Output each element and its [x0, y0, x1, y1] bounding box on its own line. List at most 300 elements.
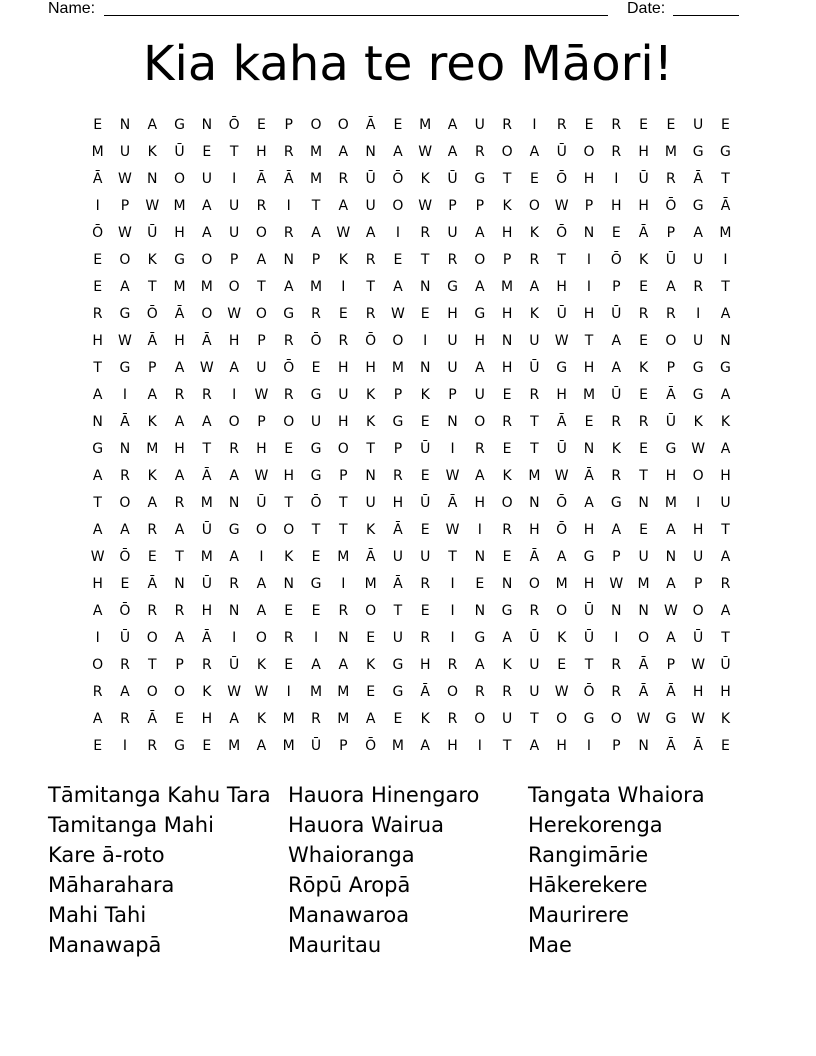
grid-letter: G [119, 360, 131, 376]
word-list-item: Kare ā-roto [48, 843, 165, 867]
grid-letter: Ō [365, 333, 377, 349]
grid-letter: K [502, 198, 512, 214]
grid-letter: E [502, 549, 512, 565]
grid-letter: Ū [147, 225, 158, 241]
worksheet-header [48, 0, 748, 20]
word-list-item: Mauritau [288, 933, 382, 957]
grid-letter: R [338, 333, 349, 349]
grid-letter: K [366, 414, 376, 430]
grid-letter: U [693, 252, 704, 268]
grid-letter: O [474, 252, 486, 268]
grid-letter: N [583, 225, 595, 241]
grid-letter: E [420, 468, 430, 484]
grid-letter: O [255, 630, 267, 646]
grid-letter: I [232, 630, 237, 646]
grid-letter: R [283, 333, 294, 349]
grid-letter: I [232, 171, 237, 187]
word-list-item: Rōpū Aropā [288, 873, 411, 897]
grid-letter: Ā [666, 738, 676, 754]
grid-letter: Ū [201, 522, 212, 538]
grid-letter: T [721, 522, 730, 538]
grid-letter: H [556, 738, 567, 754]
grid-letter: A [529, 144, 540, 160]
grid-letter: K [638, 360, 649, 376]
grid-letter: P [311, 252, 321, 268]
grid-letter: N [501, 576, 513, 592]
grid-letter: Ō [365, 738, 377, 754]
grid-letter: P [693, 576, 703, 592]
grid-letter: E [175, 711, 184, 727]
grid-letter: U [447, 360, 458, 376]
grid-letter: G [310, 576, 322, 592]
grid-letter: Ū [420, 441, 431, 457]
grid-letter: A [174, 414, 185, 430]
grid-letter: U [501, 711, 513, 727]
grid-letter: E [584, 414, 594, 430]
grid-letter: R [311, 306, 321, 322]
grid-letter: A [120, 684, 130, 700]
grid-letter: E [93, 279, 103, 295]
grid-letter: K [284, 549, 294, 565]
grid-letter: Ū [529, 360, 540, 376]
grid-letter: A [475, 360, 485, 376]
grid-letter: O [255, 225, 267, 241]
grid-letter: H [201, 603, 213, 619]
grid-letter: W [90, 549, 105, 565]
grid-letter: P [339, 468, 348, 484]
grid-letter: H [474, 333, 486, 349]
grid-letter: R [420, 576, 431, 592]
grid-letter: M [337, 549, 350, 565]
grid-letter: Ū [447, 171, 458, 187]
grid-row [84, 490, 739, 517]
grid-letter: G [392, 414, 404, 430]
grid-letter: U [338, 387, 349, 403]
grid-letter: Ā [638, 657, 649, 673]
grid-letter: H [256, 144, 267, 160]
word-list-item: Hauora Wairua [288, 813, 444, 837]
grid-letter: G [283, 306, 295, 322]
grid-letter: W [118, 225, 132, 241]
grid-letter: R [611, 414, 622, 430]
grid-letter: E [93, 117, 103, 133]
grid-letter: Ū [201, 576, 212, 592]
grid-letter: M [309, 171, 323, 187]
grid-letter: E [475, 576, 485, 592]
grid-letter: W [418, 144, 433, 160]
grid-letter: A [92, 468, 103, 484]
grid-letter: A [447, 117, 458, 133]
grid-letter: I [95, 198, 100, 214]
grid-letter: W [691, 441, 706, 457]
grid-letter: A [92, 603, 103, 619]
grid-letter: A [666, 576, 676, 592]
grid-letter: E [311, 549, 321, 565]
word-list-item: Hauora Hinengaro [288, 783, 480, 807]
grid-letter: T [502, 738, 512, 754]
grid-letter: U [392, 549, 404, 565]
grid-letter: W [663, 603, 678, 619]
grid-letter: M [146, 441, 159, 457]
grid-letter: A [720, 387, 731, 403]
word-list [48, 780, 788, 960]
grid-letter: E [393, 252, 403, 268]
grid-letter: G [665, 441, 677, 457]
grid-letter: K [366, 387, 376, 403]
grid-letter: R [147, 522, 158, 538]
grid-letter: G [310, 468, 322, 484]
grid-letter: H [583, 576, 595, 592]
grid-letter: A [229, 549, 239, 565]
grid-letter: K [720, 414, 731, 430]
grid-letter: M [309, 684, 323, 700]
name-label: Name: [48, 0, 96, 17]
grid-letter: E [93, 738, 103, 754]
grid-letter: E [311, 360, 321, 376]
grid-letter: Ā [92, 171, 103, 187]
grid-letter: Ā [693, 171, 703, 187]
grid-letter: E [311, 603, 321, 619]
grid-letter: R [201, 657, 212, 673]
grid-row [84, 274, 739, 301]
grid-letter: H [174, 441, 185, 457]
grid-letter: N [174, 576, 185, 592]
grid-letter: I [450, 441, 455, 457]
grid-letter: H [92, 576, 103, 592]
grid-letter: T [147, 657, 157, 673]
grid-letter: A [420, 738, 430, 754]
grid-letter: E [393, 117, 403, 133]
word-list-column [288, 780, 528, 960]
grid-letter: P [666, 657, 676, 673]
grid-letter: R [338, 171, 349, 187]
grid-letter: A [365, 711, 376, 727]
grid-letter: M [391, 360, 404, 376]
grid-letter: Ā [420, 684, 430, 700]
grid-letter: Ā [174, 306, 185, 322]
grid-letter: O [283, 522, 295, 538]
grid-letter: H [174, 333, 185, 349]
grid-letter: T [202, 441, 212, 457]
grid-letter: I [586, 738, 592, 754]
grid-letter: Ū [583, 603, 595, 619]
grid-letter: K [502, 468, 512, 484]
grid-letter: H [501, 306, 513, 322]
grid-letter: A [174, 468, 185, 484]
grid-letter: I [450, 576, 455, 592]
grid-letter: M [282, 711, 295, 727]
grid-letter: Ā [638, 225, 649, 241]
grid-letter: M [364, 576, 377, 592]
grid-letter: U [201, 171, 212, 187]
grid-letter: O [337, 117, 349, 133]
grid-letter: K [502, 657, 512, 673]
grid-letter: Ō [310, 495, 322, 511]
grid-letter: E [639, 279, 649, 295]
grid-letter: O [638, 630, 650, 646]
word-list-item: Tamitanga Mahi [48, 813, 214, 837]
grid-letter: I [614, 171, 619, 187]
grid-letter: A [92, 711, 103, 727]
word-list-item: Māharahara [48, 873, 175, 897]
grid-letter: R [174, 603, 185, 619]
grid-letter: U [529, 684, 540, 700]
grid-letter: T [557, 252, 566, 268]
grid-letter: M [282, 738, 295, 754]
grid-letter: E [338, 306, 348, 322]
grid-letter: E [202, 738, 212, 754]
grid-letter: O [501, 144, 513, 160]
grid-letter: Ū [420, 495, 431, 511]
grid-letter: O [228, 279, 240, 295]
grid-letter: E [557, 657, 567, 673]
grid-letter: Ō [556, 225, 568, 241]
grid-letter: I [232, 387, 237, 403]
grid-letter: R [529, 603, 540, 619]
grid-letter: A [393, 279, 403, 295]
grid-letter: U [229, 198, 240, 214]
grid-letter: H [447, 738, 458, 754]
grid-letter: R [502, 117, 512, 133]
grid-letter: A [666, 522, 676, 538]
grid-letter: U [420, 549, 431, 565]
grid-letter: O [556, 603, 568, 619]
grid-letter: W [445, 468, 460, 484]
grid-letter: P [284, 117, 293, 133]
grid-letter: H [692, 684, 704, 700]
grid-letter: Ā [529, 549, 540, 565]
grid-letter: T [721, 171, 730, 187]
grid-letter: I [122, 387, 128, 403]
grid-letter: E [502, 441, 512, 457]
word-list-column [528, 780, 768, 960]
grid-letter: O [365, 603, 377, 619]
grid-letter: A [475, 279, 485, 295]
page-title: Kia kaha te reo Māori! [143, 36, 673, 92]
grid-letter: G [720, 144, 731, 160]
grid-letter: H [338, 360, 349, 376]
grid-letter: G [174, 738, 185, 754]
grid-row [84, 409, 739, 436]
grid-letter: Ā [556, 414, 567, 430]
grid-letter: I [696, 306, 701, 322]
grid-letter: A [147, 495, 158, 511]
grid-letter: N [501, 333, 513, 349]
grid-letter: Ū [720, 657, 731, 673]
grid-letter: R [365, 252, 376, 268]
grid-letter: K [529, 225, 539, 241]
grid-letter: Ā [283, 171, 294, 187]
grid-letter: R [174, 387, 185, 403]
grid-letter: U [474, 387, 485, 403]
grid-letter: Ō [310, 333, 322, 349]
grid-letter: E [366, 684, 376, 700]
grid-letter: P [502, 252, 512, 268]
grid-letter: I [586, 252, 592, 268]
grid-letter: A [529, 279, 540, 295]
grid-letter: T [175, 549, 184, 565]
grid-letter: T [339, 522, 348, 538]
word-search-grid [84, 112, 739, 760]
grid-letter: W [554, 684, 569, 700]
grid-letter: U [638, 549, 649, 565]
grid-letter: G [92, 441, 104, 457]
grid-letter: P [393, 441, 403, 457]
grid-letter: W [254, 468, 269, 484]
grid-letter: H [556, 279, 567, 295]
grid-letter: R [611, 468, 622, 484]
grid-letter: Ū [229, 657, 240, 673]
grid-letter: Ā [393, 576, 403, 592]
grid-letter: W [336, 225, 351, 241]
grid-row [84, 544, 739, 571]
grid-letter: I [341, 576, 346, 592]
grid-letter: A [92, 387, 103, 403]
word-list-item: Herekorenga [528, 813, 663, 837]
grid-letter: Ā [202, 630, 212, 646]
grid-letter: Ā [120, 414, 130, 430]
grid-letter: M [309, 144, 323, 160]
grid-letter: M [337, 684, 350, 700]
grid-letter: Ā [365, 549, 376, 565]
grid-letter: O [119, 495, 131, 511]
grid-letter: O [255, 306, 267, 322]
grid-letter: Ā [256, 171, 267, 187]
grid-letter: M [664, 495, 677, 511]
grid-letter: G [692, 198, 704, 214]
grid-letter: R [447, 711, 458, 727]
grid-letter: R [693, 279, 704, 295]
grid-letter: M [528, 468, 541, 484]
grid-letter: W [254, 684, 269, 700]
grid-row [84, 166, 739, 193]
grid-letter: A [584, 495, 594, 511]
grid-letter: M [309, 279, 323, 295]
grid-letter: K [256, 711, 267, 727]
grid-letter: T [530, 414, 539, 430]
grid-letter: P [339, 738, 348, 754]
grid-letter: Ā [720, 198, 731, 214]
grid-letter: R [283, 144, 294, 160]
grid-letter: G [392, 684, 404, 700]
word-list-item: Manawapā [48, 933, 162, 957]
grid-letter: Ū [556, 441, 567, 457]
grid-letter: T [311, 198, 321, 214]
grid-letter: K [147, 252, 157, 268]
grid-letter: N [474, 603, 486, 619]
word-list-item: Manawaroa [288, 903, 410, 927]
grid-letter: R [474, 441, 485, 457]
grid-letter: R [638, 306, 649, 322]
grid-letter: U [693, 333, 704, 349]
grid-letter: T [530, 441, 539, 457]
grid-letter: A [338, 144, 349, 160]
grid-letter: E [257, 117, 266, 133]
grid-row [84, 517, 739, 544]
grid-letter: O [283, 414, 295, 430]
grid-letter: Ā [365, 117, 376, 133]
grid-letter: W [227, 306, 242, 322]
grid-letter: Ō [556, 522, 568, 538]
grid-letter: G [474, 171, 486, 187]
grid-letter: M [228, 738, 241, 754]
grid-letter: K [202, 684, 212, 700]
grid-letter: Ā [447, 495, 458, 511]
grid-letter: N [419, 279, 431, 295]
grid-letter: R [174, 495, 185, 511]
grid-letter: P [393, 387, 403, 403]
grid-letter: N [119, 441, 131, 457]
grid-letter: K [147, 144, 157, 160]
grid-letter: Ū [665, 414, 676, 430]
grid-letter: N [611, 603, 622, 619]
grid-letter: H [447, 306, 458, 322]
grid-letter: R [365, 306, 376, 322]
grid-letter: A [338, 657, 349, 673]
grid-letter: U [529, 657, 540, 673]
grid-letter: H [201, 711, 213, 727]
grid-letter: N [201, 117, 213, 133]
grid-letter: Ō [119, 603, 131, 619]
grid-row [84, 193, 739, 220]
grid-letter: R [120, 711, 130, 727]
word-list-column [48, 780, 288, 960]
grid-letter: G [174, 117, 185, 133]
grid-letter: E [420, 603, 430, 619]
grid-letter: G [692, 360, 704, 376]
grid-row [84, 247, 739, 274]
grid-letter: E [420, 522, 430, 538]
grid-letter: A [475, 657, 485, 673]
grid-letter: R [147, 603, 158, 619]
grid-letter: E [502, 387, 512, 403]
grid-letter: N [365, 144, 376, 160]
grid-letter: N [147, 171, 158, 187]
grid-letter: G [610, 495, 622, 511]
grid-letter: R [283, 225, 294, 241]
grid-letter: O [337, 441, 349, 457]
grid-letter: Ā [638, 684, 649, 700]
date-label: Date: [627, 0, 666, 17]
grid-letter: M [555, 576, 568, 592]
grid-letter: K [420, 171, 430, 187]
grid-letter: T [448, 549, 457, 565]
grid-letter: P [475, 198, 485, 214]
grid-letter: Ā [693, 738, 703, 754]
grid-letter: A [229, 360, 239, 376]
grid-letter: A [283, 279, 294, 295]
grid-letter: Ū [174, 144, 185, 160]
grid-letter: P [148, 360, 157, 376]
grid-letter: E [393, 711, 403, 727]
grid-letter: T [502, 171, 512, 187]
grid-letter: A [147, 387, 158, 403]
grid-letter: O [392, 333, 404, 349]
grid-letter: A [229, 711, 239, 727]
grid-letter: H [256, 441, 267, 457]
grid-letter: N [665, 549, 677, 565]
grid-letter: A [174, 522, 185, 538]
grid-letter: E [721, 117, 730, 133]
grid-row [84, 112, 739, 139]
grid-letter: A [393, 144, 403, 160]
grid-letter: R [120, 657, 130, 673]
grid-letter: A [611, 333, 622, 349]
grid-letter: N [228, 603, 240, 619]
grid-letter: K [720, 711, 731, 727]
grid-letter: A [529, 738, 540, 754]
grid-letter: N [638, 603, 649, 619]
